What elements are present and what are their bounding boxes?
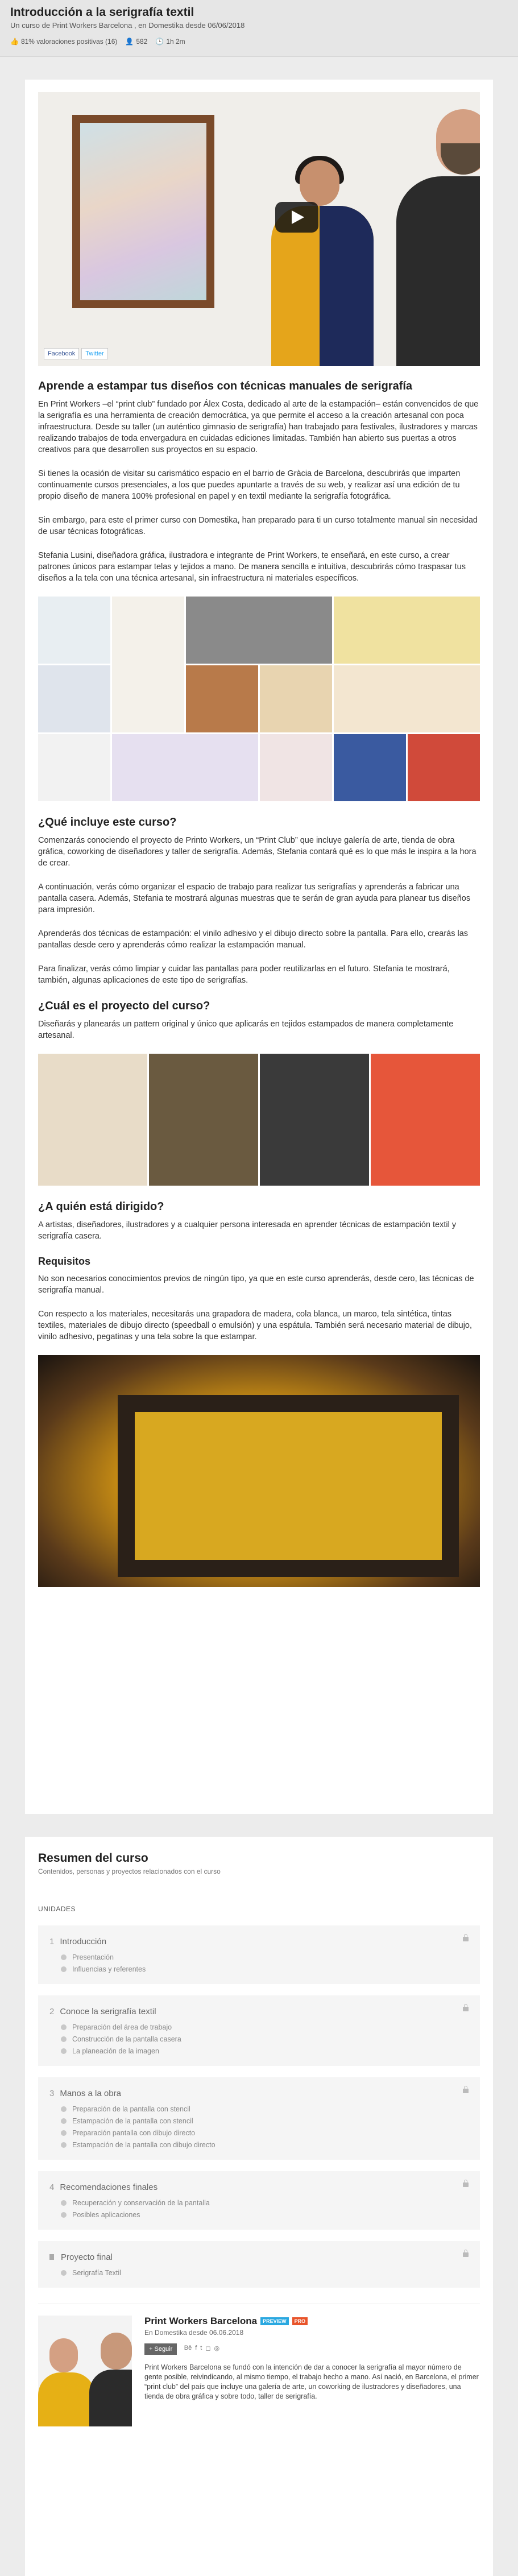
instructor-man <box>396 109 480 366</box>
final-project-card[interactable] <box>38 2241 480 2288</box>
project-image <box>371 1054 480 1186</box>
lesson-item[interactable]: Preparación pantalla con dibujo directo <box>61 2129 469 2137</box>
teacher-name[interactable]: Print Workers Barcelona <box>144 2316 258 2326</box>
gallery-image <box>260 734 332 801</box>
course-video[interactable] <box>38 92 480 366</box>
gallery-image <box>38 665 110 732</box>
teacher-photo[interactable] <box>38 2316 132 2426</box>
behance-icon[interactable]: Bē <box>184 2345 192 2352</box>
instagram-icon[interactable]: ◻ <box>205 2345 211 2353</box>
requirements-paragraph: No son necesarios conocimientos previos de ningún tipo, ya que en este curso aprenderás, desde cero, las técnicas de serigrafía manual. <box>38 1274 474 1295</box>
project-image <box>149 1054 258 1186</box>
course-stats <box>10 38 508 45</box>
flag-icon <box>49 2254 54 2260</box>
lock-icon <box>463 2252 469 2257</box>
students-stat: 👤 582 <box>125 38 148 45</box>
about-paragraph: Si tienes la ocasión de visitar su carismático espacio en el barrio de Gràcia de Barcelona, descubrirás que imparten continuamente cursos presenciales, a los que puedes apuntarte a través de su web, y realizar así una edición de tu propio diseño de manera 100% profesional en papel y en textil mediante la serigrafía fotográfica. <box>38 469 461 501</box>
lesson-item[interactable]: Estampación de la pantalla con dibujo directo <box>61 2141 469 2149</box>
includes-paragraph: A continuación, verás cómo organizar el espacio de trabajo para realizar tus serigrafías y aprenderás a fabricar una pantalla casera. Además, Stefania te mostrará algunas muestras que te serán de gran ayuda para planear tus diseños para impresión. <box>38 883 471 914</box>
lesson-item[interactable]: Preparación del área de trabajo <box>61 2023 469 2031</box>
lesson-item[interactable]: La planeación de la imagen <box>61 2047 469 2055</box>
unit-card[interactable]: 2 Conoce la serigrafía textil Preparación del área de trabajo Construcción de la pantalla casera La planeación de la imagen <box>38 1995 480 2066</box>
about-paragraph: Sin embargo, para este el primer curso con Domestika, han preparado para ti un curso totalmente manual sin necesidad de usar técnicas fotográficas. <box>38 516 478 536</box>
units-label: UNIDADES <box>38 1905 76 1913</box>
lesson-item[interactable]: Influencias y referentes <box>61 1965 469 1973</box>
preview-badge: PREVIEW <box>260 2317 289 2325</box>
gallery-image <box>334 734 406 801</box>
course-description-card <box>25 80 493 1814</box>
includes-paragraph: Comenzarás conociendo el proyecto de Printo Workers, un “Print Club” que incluye galería de arte, tienda de obra gráfica, coworking de diseñadores y taller de serigrafía. Además, Stefania contará qué es lo que más le inspira a la hora de crear. <box>38 836 476 868</box>
lesson-item[interactable]: Posibles aplicaciones <box>61 2211 469 2219</box>
gallery-image <box>186 597 332 664</box>
teacher-bio: Print Workers Barcelona se fundó con la intención de dar a conocer la serigrafía al mayor número de gente posible, reivindicando, al mismo tiempo, el trabajo hecho a mano. Así nació, en Barcelona, el primer “print club” del país que incluye una galería de arte, un coworking de ilustradores y diseñadores, una tienda de obra gráfica y sobre todo, taller de serigrafía. <box>144 2363 479 2400</box>
project-image <box>38 1054 147 1186</box>
course-subtitle: Un curso de Print Workers Barcelona , en Domestika desde 06/06/2018 <box>10 21 245 30</box>
lesson-item[interactable]: Serigrafía Textil <box>61 2269 469 2277</box>
website-icon[interactable]: ◎ <box>214 2345 220 2353</box>
lock-icon <box>463 2089 469 2093</box>
includes-paragraph: Para finalizar, verás cómo limpiar y cuidar las pantallas para poder reutilizarlas en el futuro. Stefania te mostrará, también, algunas aplicaciones de este tipo de serigrafías. <box>38 964 450 985</box>
requirements-paragraph: Con respecto a los materiales, necesitarás una grapadora de madera, cola blanca, un marco, tela sintética, tintas textiles, materiales de dibujo directo (speedball o emulsión) y una espátula. También será necesario material de dibujo, vinilo adhesivo, pegatinas y una tela sobre la que estampar. <box>38 1310 473 1341</box>
gallery-image <box>408 734 480 801</box>
lesson-item[interactable]: Recuperación y conservación de la pantalla <box>61 2199 469 2207</box>
gallery-image <box>38 734 110 801</box>
framed-print <box>72 115 214 308</box>
about-paragraph: En Print Workers –el “print club” fundado por Álex Costa, dedicado al arte de la estampación– están convencidos de que la serigrafía es una herramienta de creación democrática, ya que permite el acceso a la creación artesanal con poca infraestructura. Desde su taller (un auténtico gimnasio de serigrafía) han trabajado para festivales, ilustradores y marcas realizando trabajos de toda envergadura en cuidadas ediciones limitadas. También han abierto sus puertas a otros creativos para que desarrollen sus proyectos en su espacio. <box>38 400 479 454</box>
audience-text: A artistas, diseñadores, ilustradores y a cualquier persona interesada en aprender técnicas de estampación textil y serigrafía casera. <box>38 1220 457 1241</box>
rating-stat: 👍 81% valoraciones positivas (16) <box>10 38 118 45</box>
summary-title: Resumen del curso <box>38 1852 148 1865</box>
user-icon: 👤 <box>125 38 134 45</box>
gallery-image <box>112 734 258 801</box>
lesson-item[interactable]: Estampación de la pantalla con stencil <box>61 2117 469 2125</box>
course-summary-card <box>25 1837 493 2576</box>
lesson-item[interactable]: Preparación de la pantalla con stencil <box>61 2105 469 2113</box>
teacher-since: En Domestika desde 06.06.2018 <box>144 2329 244 2337</box>
summary-subtitle: Contenidos, personas y proyectos relacionados con el curso <box>38 1867 221 1875</box>
project-text: Diseñarás y planearás un pattern original y único que aplicarás en tejidos estampados de manera completamente artesanal. <box>38 1020 454 1040</box>
gallery-image <box>260 665 332 732</box>
unit-title: Conoce la serigrafía textil <box>60 2007 156 2016</box>
plus-icon: + <box>149 2346 155 2353</box>
screen-printing-photo <box>38 1355 480 1587</box>
clock-icon: 🕒 <box>155 38 164 45</box>
lesson-item[interactable]: Presentación <box>61 1953 469 1961</box>
course-header <box>0 0 518 57</box>
project-images <box>38 1054 480 1186</box>
unit-card[interactable]: 4 Recomendaciones finales Recuperación y conservación de la pantalla Posibles aplicaciones <box>38 2171 480 2230</box>
about-heading: Aprende a estampar tus diseños con técnicas manuales de serigrafía <box>38 380 413 392</box>
project-heading: ¿Cuál es el proyecto del curso? <box>38 1000 210 1012</box>
gallery-grid <box>38 597 480 801</box>
course-title: Introducción a la serigrafía textil <box>10 6 194 19</box>
project-image <box>260 1054 369 1186</box>
unit-title: Manos a la obra <box>60 2089 121 2098</box>
lock-icon <box>463 2007 469 2011</box>
facebook-share-button[interactable]: Facebook <box>44 348 79 359</box>
instructor-woman <box>266 160 379 366</box>
unit-card[interactable]: 1 Introducción Presentación Influencias y referentes <box>38 1925 480 1984</box>
pro-badge: PRO <box>292 2317 308 2325</box>
share-buttons <box>44 348 108 359</box>
audience-heading: ¿A quién está dirigido? <box>38 1200 164 1213</box>
unit-title: Proyecto final <box>61 2252 113 2262</box>
follow-button[interactable]: + Seguir <box>144 2343 177 2355</box>
duration-stat: 🕒 1h 2m <box>155 38 185 45</box>
requirements-heading: Requisitos <box>38 1256 91 1267</box>
gallery-image <box>38 597 110 664</box>
about-paragraph: Stefania Lusini, diseñadora gráfica, ilustradora e integrante de Print Workers, te enseñará, en este curso, a crear patrones únicos para estampar telas y tejidos a mano. De manera sencilla e intuitiva, descubrirás cómo traspasar tus diseños a la tela con una técnica artesanal, sin infraestructura ni materiales específicos. <box>38 551 466 583</box>
gallery-image <box>334 597 480 664</box>
includes-paragraph: Aprenderás dos técnicas de estampación: el vinilo adhesivo y el dibujo directo sobre la pantalla. Para ello, crearás las pantallas desde cero y aprenderás cómo realizar la estampación manual. <box>38 929 469 950</box>
lesson-item[interactable]: Construcción de la pantalla casera <box>61 2035 469 2043</box>
thumbs-up-icon: 👍 <box>10 38 19 45</box>
lock-icon <box>463 1937 469 1941</box>
twitter-share-button[interactable]: Twitter <box>81 348 107 359</box>
gallery-image <box>334 665 480 732</box>
unit-title: Introducción <box>60 1937 107 1947</box>
unit-title: Recomendaciones finales <box>60 2182 158 2192</box>
teacher-info <box>144 2316 480 2426</box>
facebook-icon[interactable]: f <box>195 2345 197 2352</box>
lock-icon <box>463 2182 469 2187</box>
social-links <box>184 2345 219 2352</box>
play-icon[interactable] <box>275 202 318 233</box>
gallery-image <box>186 665 258 732</box>
includes-heading: ¿Qué incluye este curso? <box>38 816 177 829</box>
teacher-section <box>38 2304 480 2426</box>
unit-card[interactable]: 3 Manos a la obra Preparación de la pantalla con stencil Estampación de la pantalla con stencil Preparación pantalla con dibujo directo Estampación de la pantalla con dibujo directo <box>38 2077 480 2160</box>
twitter-icon[interactable]: t <box>200 2345 202 2352</box>
gallery-image <box>112 597 184 732</box>
